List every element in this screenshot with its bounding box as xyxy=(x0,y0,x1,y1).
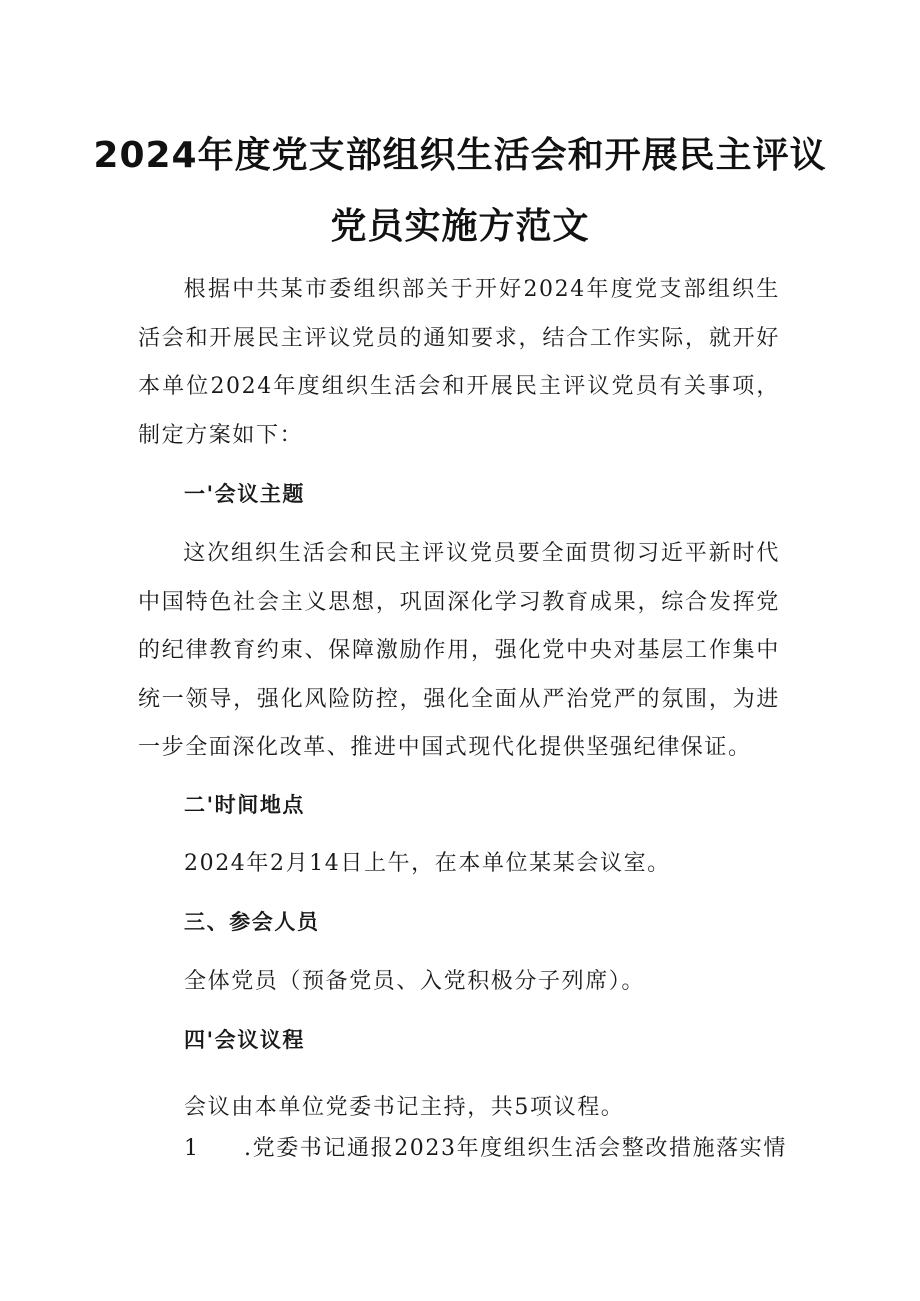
agenda-item-text: .党委书记通报2023年度组织生活会整改措施落实情 xyxy=(244,1136,787,1161)
agenda-item-number: 1 xyxy=(184,1136,198,1161)
intro-text: 根据中共某市委组织部关于开好2024年度党支部组织生活会和开展民主评议党员的通知要求，结合工作实际，就开好本单位2024年度组织生活会和开展民主评议党员有关事项，制定方案如下： xyxy=(138,277,780,448)
document-title-line1: 2024年度党支部组织生活会和开展民主评议 xyxy=(93,135,827,176)
section-heading-topic: 一'会议主题 xyxy=(184,482,306,506)
section-heading-agenda: 四'会议议程 xyxy=(184,1028,306,1052)
attendees-text: 全体党员（预备党员、入党积极分子列席）。 xyxy=(184,969,646,994)
document-title-line2: 党员实施方范文 xyxy=(330,206,590,247)
topic-paragraph xyxy=(138,530,780,773)
time-place-text: 2024年2月14日上午，在本单位某某会议室。 xyxy=(184,851,671,876)
section-heading-time-place: 二'时间地点 xyxy=(184,793,306,817)
intro-paragraph xyxy=(138,266,780,460)
section-heading-attendees: 三、参会人员 xyxy=(184,910,320,934)
topic-text: 这次组织生活会和民主评议党员要全面贯彻习近平新时代中国特色社会主义思想，巩固深化学习教育成果，综合发挥党的纪律教育约束、保障激励作用，强化党中央对基层工作集中统一领导，强化风险防控，强化全面从严治党严的氛围，为进一步全面深化改革、推进中国式现代化提供坚强纪律保证。 xyxy=(138,541,780,760)
agenda-text: 会议由本单位党委书记主持，共5项议程。 xyxy=(184,1095,625,1120)
